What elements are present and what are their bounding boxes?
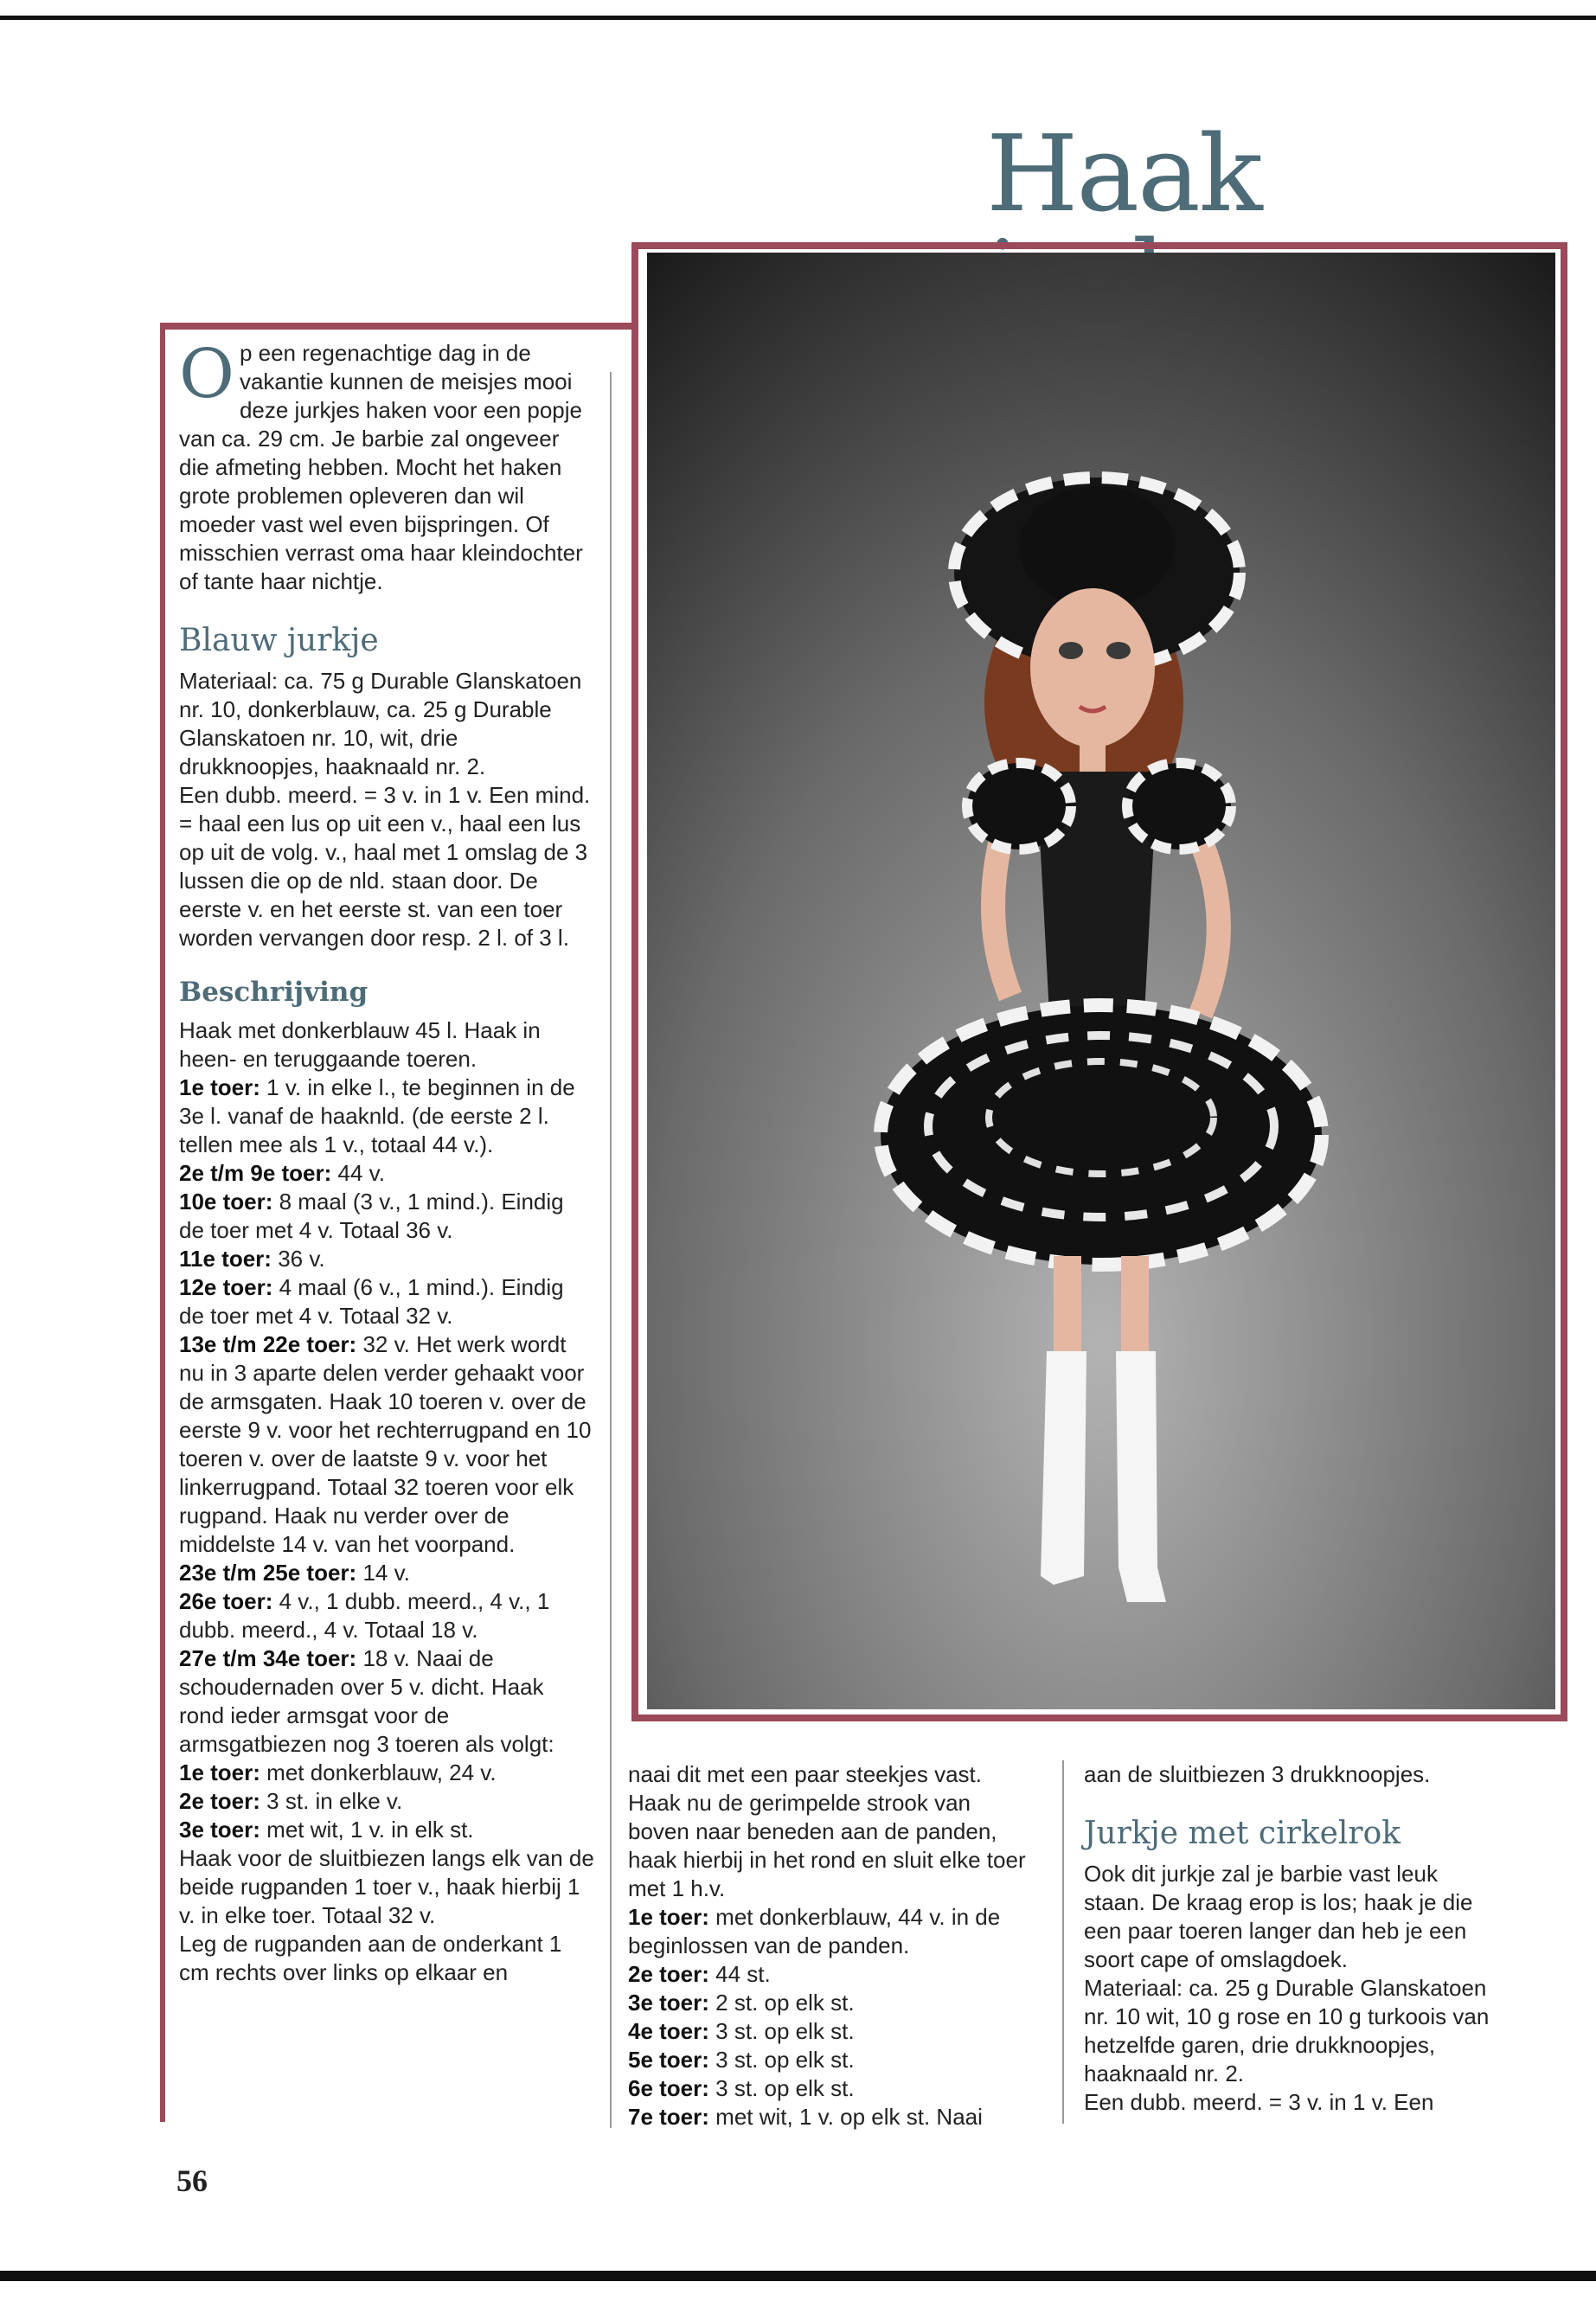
section2-text: Ook dit jurkje zal je barbie vast leuk staan. De kraag erop is los; haak je die een paar toeren langer dan heb je een soort cape of omslagdoek. bbox=[1084, 1861, 1473, 1972]
text-column-1 bbox=[179, 336, 594, 1987]
intro-text: p een regenachtige dag in de vakantie kunnen de meisjes mooi deze jurkjes haken voor een popje van ca. 29 cm. Je barbie zal ongeveer die afmeting hebben. Mocht het haken grote problemen opleveren dan wil moeder vast wel even bijspringen. Of misschien verrast oma haar kleindochter of tante haar nichtje. bbox=[179, 340, 583, 594]
column3-intro: aan de sluitbiezen 3 drukknoopjes. bbox=[1084, 1761, 1431, 1787]
top-rule bbox=[0, 16, 1596, 20]
abbreviations: Een dubb. meerd. = 3 v. in 1 v. Een mind. = haal een lus op uit een v., haal een lus op uit de volg. v., haal met 1 omslag de 3 lussen die op de nld. staan door. De eerste v. en het eerste st. van een toer worden vervangen door resp. 2 l. of 3 l. bbox=[179, 782, 591, 951]
instruction-row: 3e toer: 2 st. op elk st. bbox=[628, 1990, 855, 2016]
column2-intro: naai dit met een paar steekjes vast. Haak nu de gerimpelde strook van boven naar beneden aan de panden, haak hierbij in het rond en sluit elke toer met 1 h.v. bbox=[628, 1761, 1026, 1901]
photo-frame-left bbox=[631, 242, 638, 1721]
instruction-row: 11e toer: 36 v. bbox=[179, 1246, 325, 1272]
instruction-row: 1e toer: met donkerblauw, 24 v. bbox=[179, 1759, 497, 1785]
section-heading-2: Jurkje met cirkelrok bbox=[1084, 1816, 1401, 1851]
section2-materials: Materiaal: ca. 25 g Durable Glanskatoen nr. 10 wit, 10 g rose en 10 g turkoois van hetzelfde garen, drie drukknoopjes, haaknaald nr. 2. bbox=[1084, 1975, 1490, 2086]
closing-text: Haak voor de sluitbiezen langs elk van de beide rugpanden 1 toer v., haak hierbij 1 v. in elke toer. Totaal 32 v. bbox=[179, 1845, 594, 1928]
instruction-row: 3e toer: met wit, 1 v. in elk st. bbox=[179, 1817, 474, 1843]
bottom-rule bbox=[0, 2271, 1596, 2281]
instruction-row: 6e toer: 3 st. op elk st. bbox=[628, 2075, 855, 2101]
text-column-3 bbox=[1084, 1760, 1499, 2117]
photo-frame-top bbox=[631, 242, 1566, 249]
instruction-row: 26e toer: 4 v., 1 dubb. meerd., 4 v., 1 dubb. meerd., 4 v. Totaal 18 v. bbox=[179, 1588, 550, 1643]
photo-frame-right bbox=[1561, 242, 1567, 1721]
drop-cap: O bbox=[179, 336, 234, 413]
frame-top-left bbox=[160, 323, 631, 330]
intro-paragraph bbox=[179, 336, 594, 596]
column-divider bbox=[1062, 1760, 1064, 2124]
instruction-row: 1e toer: met donkerblauw, 44 v. in de beginlossen van de panden. bbox=[628, 1904, 1001, 1958]
description-heading: Beschrijving bbox=[179, 977, 369, 1008]
materials: Materiaal: ca. 75 g Durable Glanskatoen nr. 10, donkerblauw, ca. 25 g Durable Glanskatoen nr. 10, wit, drie drukknoopjes, haaknaald nr. 2. bbox=[179, 668, 582, 779]
instruction-row: 7e toer: met wit, 1 v. op elk st. Naai bbox=[628, 2104, 983, 2130]
frame-left bbox=[160, 323, 165, 2122]
instruction-row: 13e t/m 22e toer: 32 v. Het werk wordt nu in 3 aparte delen verder gehaakt voor de armsgaten. Haak 10 toeren v. over de eerste 9 v. voor het rechterrugpand en 10 toeren v. over de laatste 9 v. voor het linkerrugpand. Totaal 32 toeren voor elk rugpand. Haak nu verder over de middelste 14 v. van het voorpand. bbox=[179, 1331, 592, 1557]
column-divider bbox=[610, 372, 612, 2128]
instruction-row: 12e toer: 4 maal (6 v., 1 mind.). Eindig de toer met 4 v. Totaal 32 v. bbox=[179, 1274, 564, 1329]
section-heading: Blauw jurkje bbox=[179, 623, 379, 658]
instruction-row: 23e t/m 25e toer: 14 v. bbox=[179, 1560, 410, 1586]
instruction-row: 2e toer: 44 st. bbox=[628, 1961, 771, 1987]
instruction-row: 2e t/m 9e toer: 44 v. bbox=[179, 1160, 385, 1186]
photo-frame-bottom bbox=[631, 1715, 1567, 1721]
page-number: 56 bbox=[176, 2163, 208, 2198]
page-title: Haak bbox=[986, 112, 1261, 235]
instruction-row: 10e toer: 8 maal (3 v., 1 mind.). Eindig de toer met 4 v. Totaal 36 v. bbox=[179, 1189, 564, 1243]
instruction-row: 27e t/m 34e toer: 18 v. Naai de schoudernaden over 5 v. dicht. Haak rond ieder armsgat voor de armsgatbiezen nog 3 toeren als volgt: bbox=[179, 1645, 554, 1757]
doll-photo bbox=[647, 253, 1555, 1709]
section2-abbrev: Een dubb. meerd. = 3 v. in 1 v. Een bbox=[1084, 2089, 1434, 2115]
description-intro: Haak met donkerblauw 45 l. Haak in heen- en teruggaande toeren. bbox=[179, 1017, 541, 1072]
instruction-row: 1e toer: 1 v. in elke l., te beginnen in de 3e l. vanaf de haaknld. (de eerste 2 l. tellen mee als 1 v., totaal 44 v.). bbox=[179, 1074, 575, 1157]
text-column-2 bbox=[628, 1760, 1035, 2131]
instruction-row: 4e toer: 3 st. op elk st. bbox=[628, 2018, 855, 2044]
instruction-row: 2e toer: 3 st. in elke v. bbox=[179, 1788, 403, 1814]
instruction-row: 5e toer: 3 st. op elk st. bbox=[628, 2047, 855, 2073]
closing-text-2: Leg de rugpanden aan de onderkant 1 cm rechts over links op elkaar en bbox=[179, 1931, 562, 1985]
